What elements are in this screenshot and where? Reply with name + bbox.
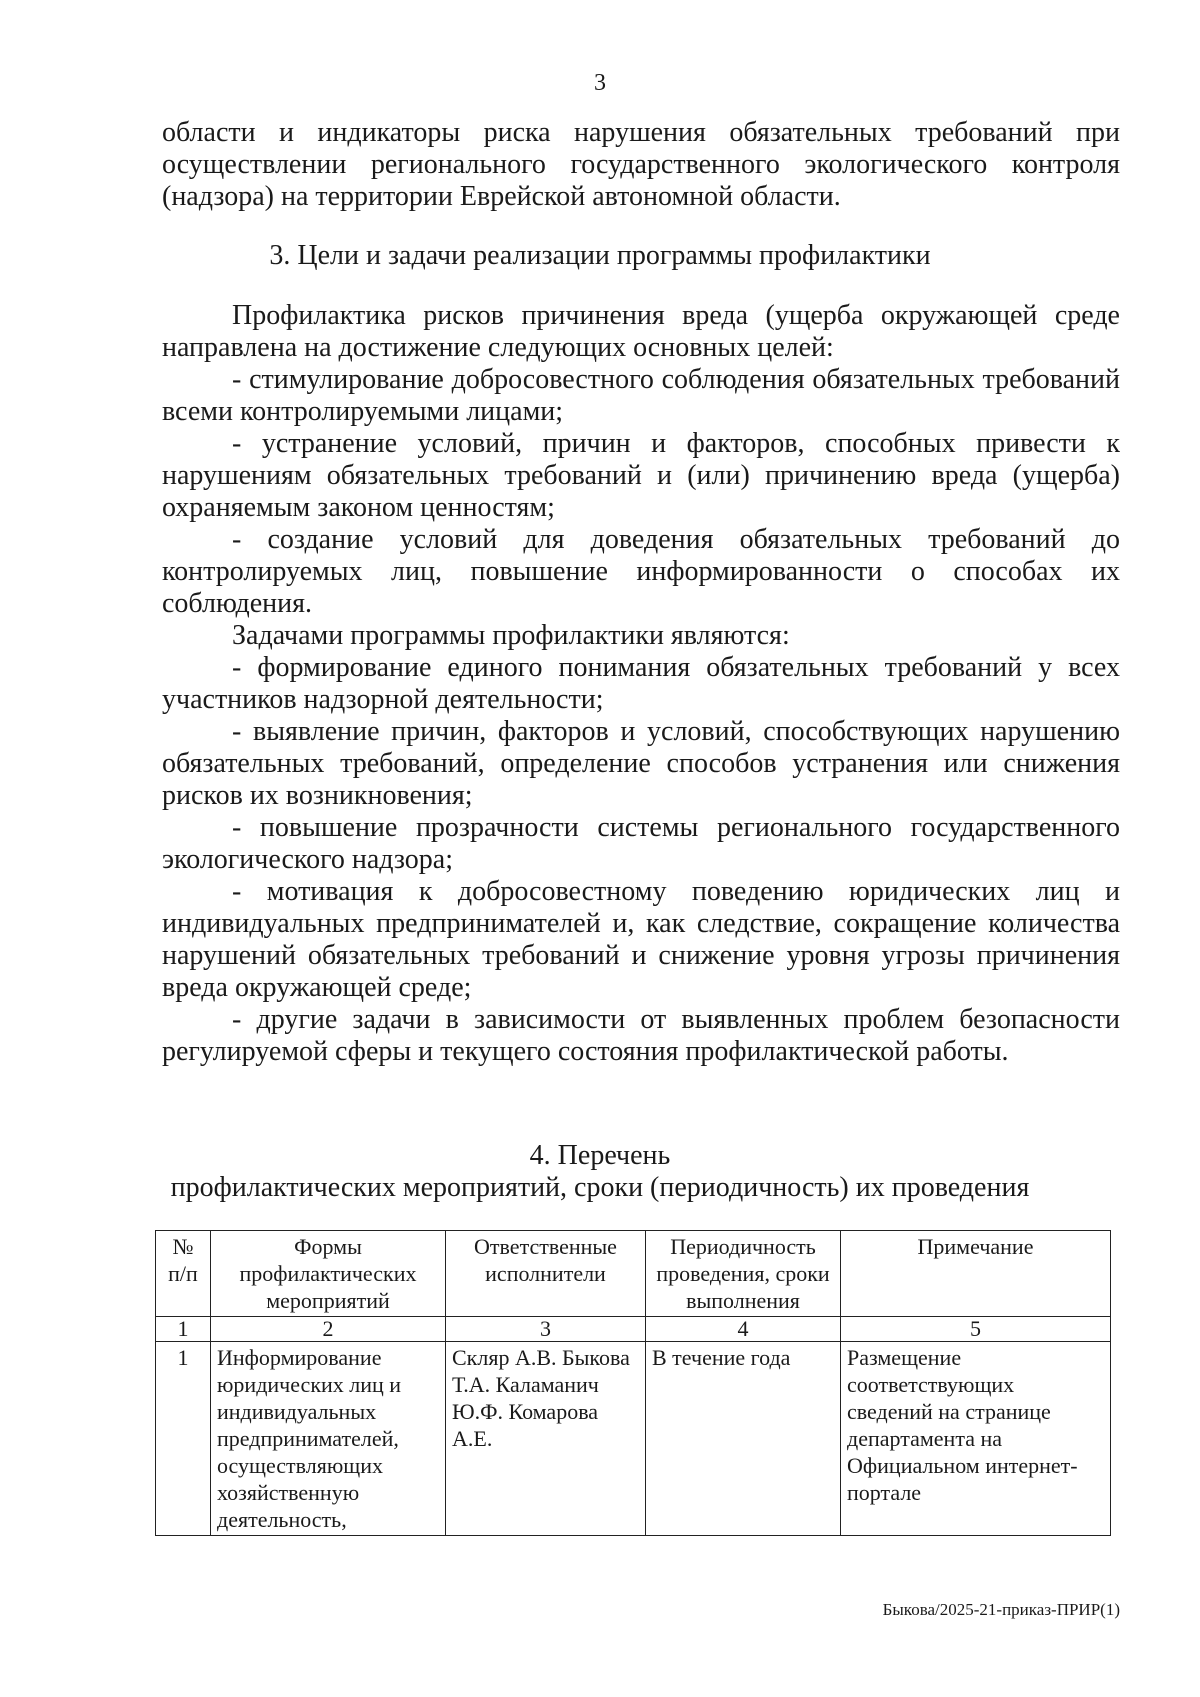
goals-lead: Профилактика рисков причинения вреда (ущерба окружающей среде направлена на достижение следующих основных целей: [162,300,1120,363]
task-item: - повышение прозрачности системы регионального государственного экологического надзора; [162,812,1120,875]
intro-text: области и индикаторы риска нарушения обязательных требований при осуществлении регионального государственного экологического контроля (надзора) на территории Еврейской автономной области. [162,117,1120,212]
header-period: Периодичность проведения, сроки выполнения [646,1231,841,1317]
row-form: Информирование юридических лиц и индивидуальных предпринимателей, осуществляющих хозяйственную деятельность, [211,1342,446,1536]
column-number: 5 [841,1317,1111,1342]
row-executors: Скляр А.В. Быкова Т.А. Каламанич Ю.Ф. Комарова А.Е. [446,1342,646,1536]
measures-table [155,1230,1111,1536]
column-numbers-row [156,1317,1111,1342]
page-number: 3 [594,70,606,96]
document-footer-code: Быкова/2025-21-приказ-ПРИР(1) [882,1600,1120,1619]
task-item: - другие задачи в зависимости от выявленных проблем безопасности регулируемой сферы и текущего состояния профилактической работы. [162,1004,1120,1067]
column-number: 3 [446,1317,646,1342]
goal-item: - устранение условий, причин и факторов, способных привести к нарушениям обязательных требований и (или) причинению вреда (ущерба) охраняемым законом ценностям; [162,428,1120,523]
section-4-title [0,1140,1200,1204]
header-forms: Формы профилактических мероприятий [211,1231,446,1317]
tasks-lead: Задачами программы профилактики являются: [232,620,790,651]
goal-item: - стимулирование добросовестного соблюдения обязательных требований всеми контролируемыми лицами; [162,364,1120,427]
task-item: - мотивация к добросовестному поведению юридических лиц и индивидуальных предпринимателей и, как следствие, сокращение количества нарушений обязательных требований и снижение уровня угрозы причинения вреда окружающей среде; [162,876,1120,1003]
task-item: - формирование единого понимания обязательных требований у всех участников надзорной деятельности; [162,652,1120,715]
section-4-title-line1: 4. Перечень [529,1140,671,1171]
task-item: - выявление причин, факторов и условий, способствующих нарушению обязательных требований, определение способов устранения или снижения рисков их возникновения; [162,716,1120,811]
section-3-body [162,300,1120,1068]
column-number: 4 [646,1317,841,1342]
goal-item: - создание условий для доведения обязательных требований до контролируемых лиц, повышение информированности о способах их соблюдения. [162,524,1120,619]
row-number: 1 [156,1342,211,1536]
column-number: 1 [156,1317,211,1342]
column-number: 2 [211,1317,446,1342]
row-note: Размещение соответствующих сведений на странице департамента на Официальном интернет-портале [841,1342,1111,1536]
table-header-row [156,1231,1111,1317]
section-3-title: 3. Цели и задачи реализации программы профилактики [269,240,931,271]
section-4-title-line2: профилактических мероприятий, сроки (периодичность) их проведения [170,1172,1030,1203]
table-row [156,1342,1111,1536]
header-note: Примечание [841,1231,1111,1317]
header-number: № п/п [156,1231,211,1317]
header-executors: Ответственные исполнители [446,1231,646,1317]
row-period: В течение года [646,1342,841,1536]
intro-paragraph [162,117,1120,213]
